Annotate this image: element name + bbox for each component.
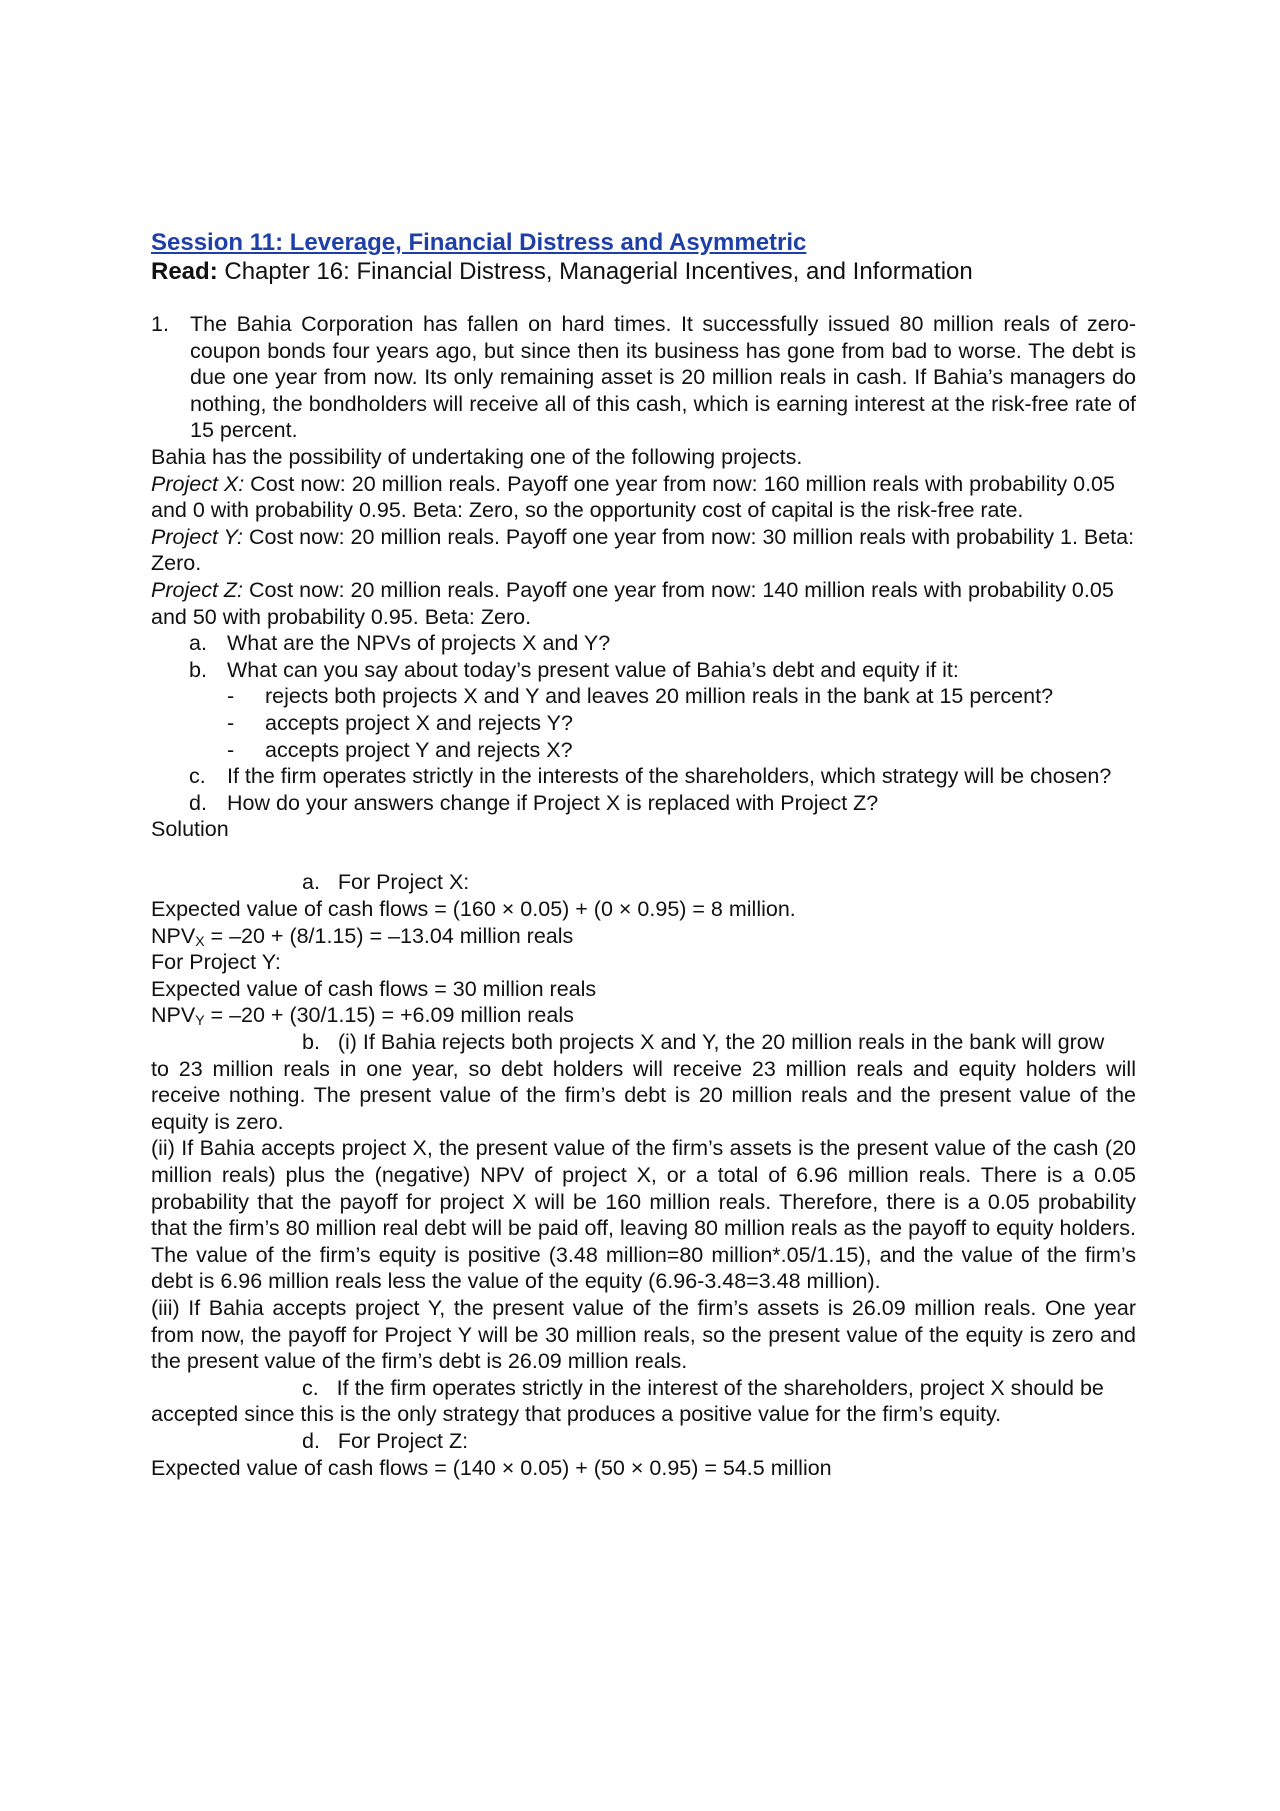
project-x-text: Cost now: 20 million reals. Payoff one year from now: 160 million reals with probability 0.05 and 0 with probability 0.95. Beta: Zero, so the opportunity cost of capital is the risk-free rate. xyxy=(151,471,1115,523)
project-z xyxy=(151,577,1136,630)
project-z-label: Project Z: xyxy=(151,577,243,602)
bullet-dash: - xyxy=(227,737,235,762)
question-intro: The Bahia Corporation has fallen on hard times. It successfully issued 80 million reals of zero-coupon bonds four years ago, but since then its business has gone from bad to worse. The debt is due one year from now. Its only remaining asset is 20 million reals in cash. If Bahia’s managers do nothing, the bondholders will receive all of this cash, which is earning interest at the risk-free rate of 15 percent. xyxy=(190,312,1136,443)
bullet-text: rejects both projects X and Y and leaves 20 million reals in the bank at 15 percent? xyxy=(265,684,1054,709)
solution-heading: Solution xyxy=(151,817,229,842)
project-y-header: For Project Y: xyxy=(151,950,281,975)
solution-a-header xyxy=(151,869,1136,896)
solution-b-i-rest: to 23 million reals in one year, so debt holders will receive 23 million reals and equity holders will receive nothing. The present value of the firm’s debt is 20 million reals and the present value of the equity is zero. xyxy=(151,1056,1136,1134)
solution-c-letter: c. xyxy=(302,1375,319,1400)
possibility-text: Bahia has the possibility of undertaking one of the following projects. xyxy=(151,444,803,469)
part-a xyxy=(151,630,1136,657)
npv-label: NPV xyxy=(151,1003,196,1028)
bullet-text: accepts project X and rejects Y? xyxy=(265,710,573,735)
solution-a-text: For Project X: xyxy=(337,870,470,895)
part-b-bullet-1 xyxy=(151,683,1136,710)
solution-b-first-line xyxy=(151,1029,1136,1056)
reading-assignment xyxy=(151,257,1136,286)
part-b xyxy=(151,657,1136,684)
project-x xyxy=(151,471,1136,524)
document-content xyxy=(151,229,1136,1481)
npv-subscript-x: X xyxy=(195,932,205,949)
part-a-text: What are the NPVs of projects X and Y? xyxy=(227,631,611,656)
npv-label: NPV xyxy=(151,923,196,948)
bullet-text: accepts project Y and rejects X? xyxy=(265,737,573,762)
solution-d-letter: d. xyxy=(302,1428,320,1453)
npv-x-value: = –20 + (8/1.15) = –13.04 million reals xyxy=(204,923,574,948)
project-z-text: Cost now: 20 million reals. Payoff one year from now: 140 million reals with probability 0.05 and 50 with probability 0.95. Beta: Zero. xyxy=(151,577,1114,629)
project-y-label: Project Y: xyxy=(151,524,244,549)
project-x-expected-value: Expected value of cash flows = (160 × 0.05) + (0 × 0.95) = 8 million. xyxy=(151,897,796,922)
part-c-letter: c. xyxy=(189,764,206,789)
part-c-text: If the firm operates strictly in the interests of the shareholders, which strategy will be chosen? xyxy=(227,764,1112,789)
part-b-bullet-3 xyxy=(151,737,1136,764)
project-y-expected-value: Expected value of cash flows = 30 million reals xyxy=(151,976,597,1001)
solution-c-first-line xyxy=(151,1375,1136,1402)
project-y-text: Cost now: 20 million reals. Payoff one year from now: 30 million reals with probability 1. Beta: Zero. xyxy=(151,524,1135,576)
read-text: Chapter 16: Financial Distress, Managerial Incentives, and Information xyxy=(217,258,973,285)
project-x-label: Project X: xyxy=(151,471,245,496)
part-d-text: How do your answers change if Project X is replaced with Project Z? xyxy=(227,790,879,815)
bullet-dash: - xyxy=(227,684,235,709)
solution-b-ii: (ii) If Bahia accepts project X, the present value of the firm’s assets is the present value of the cash (20 million reals) plus the (negative) NPV of project X, or a total of 6.96 million reals. There is a 0.05 probability that the payoff for project X will be 160 million reals. Therefore, there is a 0.05 probability that the firm’s 80 million real debt will be paid off, leaving 80 million reals as the payoff to equity holders. The value of the firm’s equity is positive (3.48 million=80 million*.05/1.15), and the value of the firm’s debt is 6.96 million reals less the value of the equity (6.96-3.48=3.48 million). xyxy=(151,1136,1136,1294)
part-d-letter: d. xyxy=(189,790,207,815)
solution-d-header xyxy=(151,1428,1136,1455)
solution-b-iii: (iii) If Bahia accepts project Y, the present value of the firm’s assets is 26.09 million reals. One year from now, the payoff for Project Y will be 30 million reals, so the present value of the equity is zero and the present value of the firm’s debt is 26.09 million reals. xyxy=(151,1295,1136,1374)
bullet-dash: - xyxy=(227,710,235,735)
part-c xyxy=(151,763,1136,790)
spacer xyxy=(151,843,1136,870)
page-title[interactable]: Session 11: Leverage, Financial Distress and Asymmetric xyxy=(151,229,807,256)
solution-d-text: For Project Z: xyxy=(337,1428,469,1453)
solution-b-i-first: (i) If Bahia rejects both projects X and Y, the 20 million reals in the bank will grow xyxy=(337,1030,1105,1055)
solution-c-rest: accepted since this is the only strategy that produces a positive value for the firm’s equity. xyxy=(151,1402,1002,1427)
solution-a-letter: a. xyxy=(302,870,320,895)
part-b-text: What can you say about today’s present value of Bahia’s debt and equity if it: xyxy=(227,657,959,682)
part-d xyxy=(151,790,1136,817)
npv-y-value: = –20 + (30/1.15) = +6.09 million reals xyxy=(204,1003,574,1028)
part-b-letter: b. xyxy=(189,657,207,682)
part-b-bullet-2 xyxy=(151,710,1136,737)
read-label: Read: xyxy=(151,258,218,285)
project-x-npv xyxy=(151,923,1136,950)
project-y-npv xyxy=(151,1002,1136,1029)
project-y xyxy=(151,524,1136,577)
part-a-letter: a. xyxy=(189,631,207,656)
solution-b-letter: b. xyxy=(302,1030,320,1055)
question-1 xyxy=(151,311,1136,444)
project-z-expected-value: Expected value of cash flows = (140 × 0.05) + (50 × 0.95) = 54.5 million xyxy=(151,1455,832,1480)
npv-subscript-y: Y xyxy=(195,1012,205,1029)
solution-c-first: If the firm operates strictly in the interest of the shareholders, project X should be xyxy=(336,1375,1104,1400)
question-number: 1. xyxy=(151,312,169,336)
